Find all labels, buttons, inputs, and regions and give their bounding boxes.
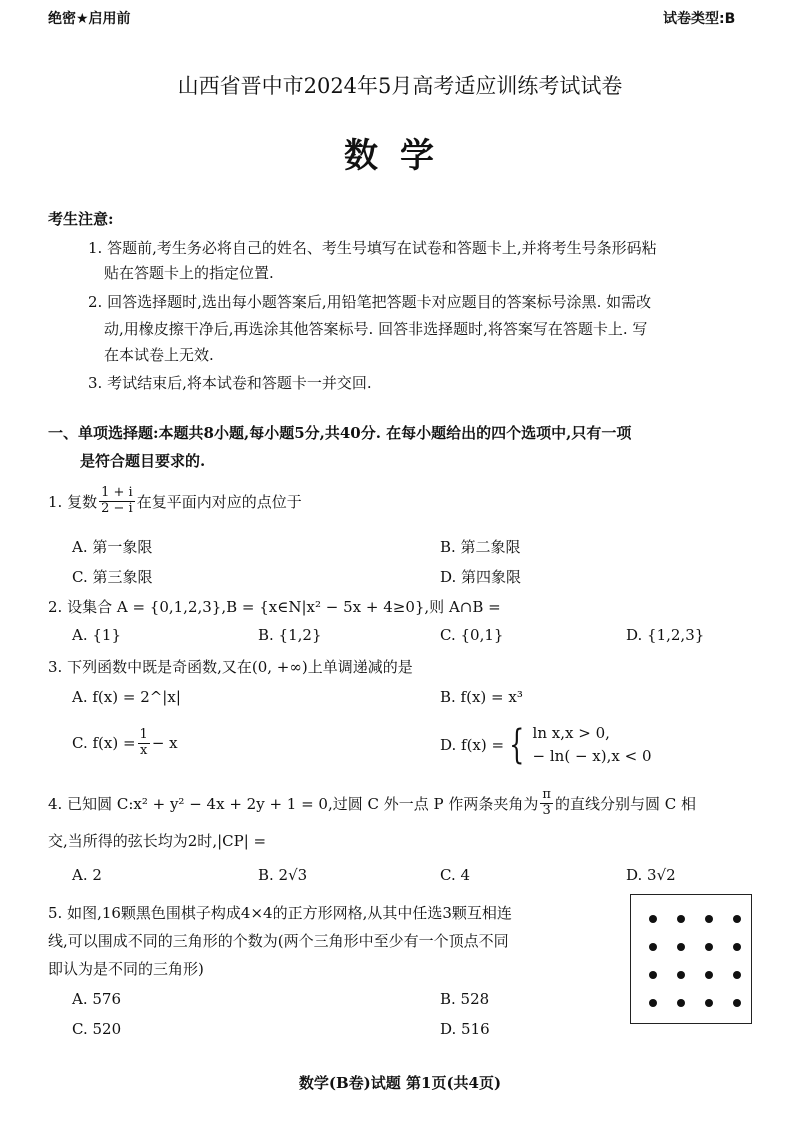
q3-optc-fraction [138,728,150,759]
q1-option-b: B. 第二象限 [440,538,521,556]
notice-line: 在本试卷上无效. [104,346,214,364]
question-1-stem [48,486,302,517]
q4-option-b: B. 2√3 [258,866,308,884]
confidential-label: 绝密★启用前 [48,11,131,27]
q3-option-b: B. f(x) = x³ [440,688,523,706]
notice-line: 3. 考试结束后,将本试卷和答题卡一并交回. [88,374,372,392]
q1-option-c: C. 第三象限 [72,568,153,586]
q2-option-c: C. {0,1} [440,626,504,644]
q4-frac-den: 3 [542,802,551,818]
stone-dot [733,943,741,951]
question-3-stem: 3. 下列函数中既是奇函数,又在(0, +∞)上单调递减的是 [48,658,413,676]
notice-line: 贴在答题卡上的指定位置. [104,264,274,282]
q4-option-a: A. 2 [72,866,102,884]
exam-title: 山西省晋中市2024年5月高考适应训练考试试卷 [177,74,623,98]
q4-option-c: C. 4 [440,866,471,884]
q3-option-c [72,728,178,759]
q3-optc-prefix: C. f(x) = [72,734,136,753]
notice-line: 1. 答题前,考生务必将自己的姓名、考生号填写在试卷和答题卡上,并将考生号条形码粘 [88,239,657,257]
page-footer: 数学(B卷)试题 第1页(共4页) [298,1074,502,1092]
paper-type-label: 试卷类型:B [663,11,736,27]
q4-frac-num: π [542,787,551,802]
q1-fraction [99,486,135,517]
q4-line1-suffix: 的直线分别与圆 C 相 [554,794,696,813]
stone-dot [649,943,657,951]
q1-frac-num: 1 + i [101,485,133,500]
q4-line1-prefix: 4. 已知圆 C:x² + y² − 4x + 2y + 1 = 0,过圆 C 外一点 P 作两条夹角为 [48,794,539,813]
stone-dot [677,999,685,1007]
q1-option-d: D. 第四象限 [440,568,522,586]
stone-dot [705,915,713,923]
q3-optd-prefix: D. f(x) = [440,735,505,754]
left-brace-icon: { [509,721,525,768]
q2-option-a: A. {1} [72,626,121,644]
question-2-stem: 2. 设集合 A = {0,1,2,3},B = {x∈N|x² − 5x + 4≥0},则 A∩B = [48,598,501,616]
notice-heading: 考生注意: [48,210,114,228]
q1-option-a: A. 第一象限 [72,538,153,556]
q5-option-d: D. 516 [440,1020,490,1038]
stone-dot [705,971,713,979]
q3-option-a: A. f(x) = 2^|x| [72,688,181,706]
notice-line: 动,用橡皮擦干净后,再选涂其他答案标号. 回答非选择题时,将答案写在答题卡上. 写 [104,320,648,338]
q5-option-c: C. 520 [72,1020,122,1038]
q1-frac-den: 2 − i [101,500,133,516]
q3-optc-den: x [140,742,148,758]
question-5-stem-cont: 线,可以围成不同的三角形的个数为(两个三角形中至少有一个顶点不同 [48,932,509,950]
q4-option-d: D. 3√2 [626,866,676,884]
question-5-stem-cont: 即认为是不同的三角形) [48,960,204,978]
stone-dot [733,971,741,979]
q5-option-a: A. 576 [72,990,121,1008]
stone-dot [649,999,657,1007]
q1-prefix: 1. 复数 [48,492,98,511]
q3-optd-case2: − ln( − x),x < 0 [532,746,652,765]
q3-optc-num: 1 [139,727,148,742]
stone-dot [677,971,685,979]
stone-dot [677,943,685,951]
stone-dot [705,999,713,1007]
section-heading: 一、单项选择题:本题共8小题,每小题5分,共40分. 在每小题给出的四个选项中,只有一项 [48,424,632,442]
q1-suffix: 在复平面内对应的点位于 [136,492,302,511]
section-heading-cont: 是符合题目要求的. [80,452,206,470]
stone-dot [705,943,713,951]
stone-dot [733,915,741,923]
q4-fraction [540,788,553,819]
notice-line: 2. 回答选择题时,选出每小题答案后,用铅笔把答题卡对应题目的答案标号涂黑. 如需改 [88,293,652,311]
go-stones-grid-figure [630,894,752,1024]
q3-optd-cases [533,722,652,767]
subject-title: 数学 [344,136,456,176]
q2-option-d: D. {1,2,3} [626,626,705,644]
q3-optc-suffix: − x [151,734,178,753]
question-5-stem: 5. 如图,16颗黑色围棋子构成4×4的正方形网格,从其中任选3颗互相连 [48,904,512,922]
stone-dot [733,999,741,1007]
q5-option-b: B. 528 [440,990,490,1008]
stone-dot [677,915,685,923]
question-4-stem [48,788,696,819]
q3-option-d [440,722,652,767]
question-4-stem-cont: 交,当所得的弦长均为2时,|CP| = [48,832,267,850]
stone-dot [649,915,657,923]
q3-optd-case1: ln x,x > 0, [532,724,610,742]
q2-option-b: B. {1,2} [258,626,322,644]
stone-dot [649,971,657,979]
